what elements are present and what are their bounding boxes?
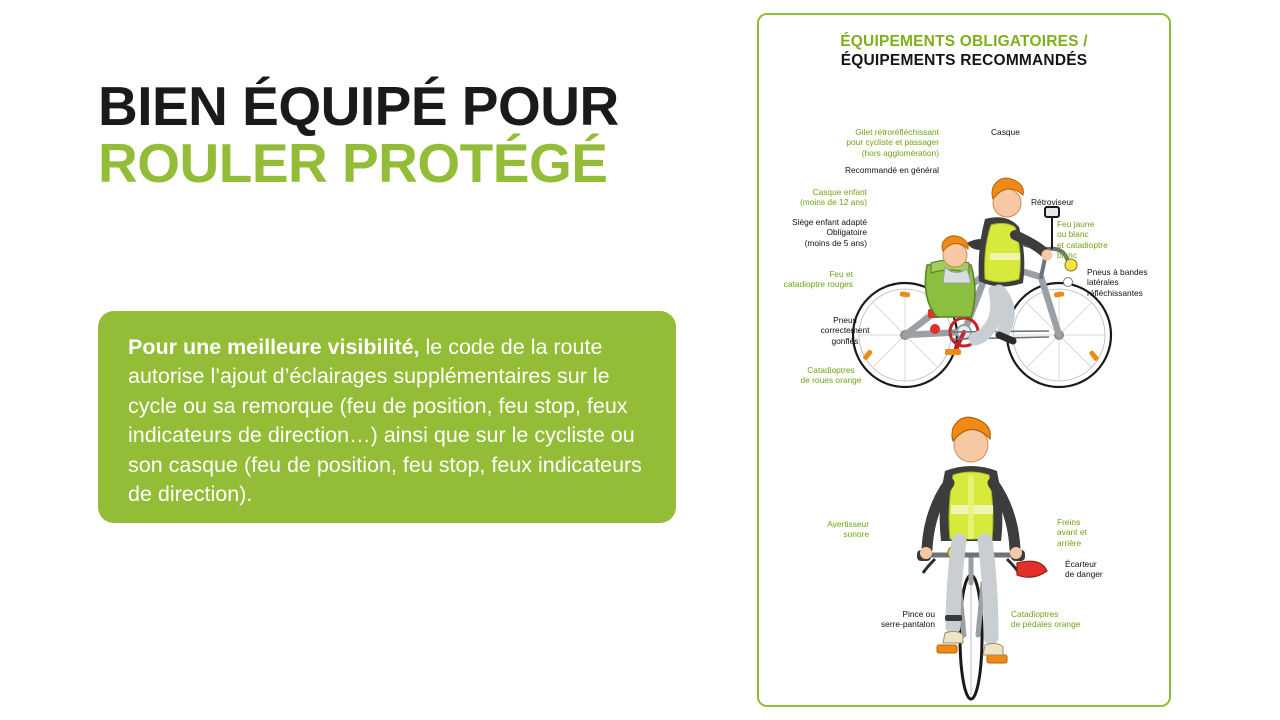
label-retroviseur: Rétroviseur: [1031, 197, 1074, 207]
label-catadioptres-pedales: Catadioptres de pédales orange: [1011, 609, 1081, 630]
title-line-1: BIEN ÉQUIPÉ POUR: [98, 75, 619, 137]
label-casque-enfant: Casque enfant (moins de 12 ans): [799, 187, 867, 208]
panel-heading-line-2: ÉQUIPEMENTS RECOMMANDÉS: [840, 52, 1088, 69]
label-siege-enfant: Siège enfant adapté Obligatoire (moins de 5 ans): [792, 217, 867, 248]
label-ecarteur-de-danger: Écarteur de danger: [1065, 559, 1103, 580]
callout-lead: Pour une meilleure visibilité,: [128, 335, 420, 359]
label-gilet-retroreflechissant: Gilet rétroréfléchissant pour cycliste et passager (hors agglomération): [846, 127, 939, 158]
page-title: [98, 75, 698, 195]
callout-body: le code de la route autorise l’ajout d’éclairages supplémentaires sur le cycle ou sa remorque (feu de position, feu stop, feux indicateurs de direction…) ainsi que sur le cycliste ou son casque (feu de position, feu stop, feux indicateurs de direction).: [128, 335, 642, 507]
callout-paragraph: [128, 333, 646, 510]
label-gilet-recommande: Recommandé en général: [844, 165, 939, 175]
figure-side-view-bicycle: [759, 77, 1173, 407]
figure-front-view-bicycle: [759, 387, 1173, 707]
panel-heading-line-1: ÉQUIPEMENTS OBLIGATOIRES /: [840, 33, 1088, 50]
front-view-bicycle-illustration: [759, 387, 1173, 707]
label-feu-avant: Feu jaune ou blanc et catadioptre blanc: [1057, 219, 1108, 261]
panel-heading: [759, 15, 1169, 70]
label-freins: Freins avant et arrière: [1057, 517, 1087, 548]
label-feu-catadioptre-rouges: Feu et catadioptre rouges: [783, 269, 853, 290]
equipment-panel: [757, 13, 1171, 707]
label-catadioptres-roues: Catadioptres de roues orange: [800, 365, 862, 386]
label-avertisseur-sonore: Avertisseur sonore: [827, 519, 869, 540]
visibility-callout-box: [98, 311, 676, 523]
label-pince-serre-pantalon: Pince ou serre-pantalon: [880, 609, 935, 630]
label-casque: Casque: [991, 127, 1020, 137]
label-pneus-bandes-laterales: Pneus à bandes latérales réfléchissantes: [1087, 267, 1148, 298]
label-pneus-gonfles: Pneus correctement gonflés: [820, 315, 870, 346]
title-line-2: ROULER PROTÉGÉ: [98, 132, 608, 195]
